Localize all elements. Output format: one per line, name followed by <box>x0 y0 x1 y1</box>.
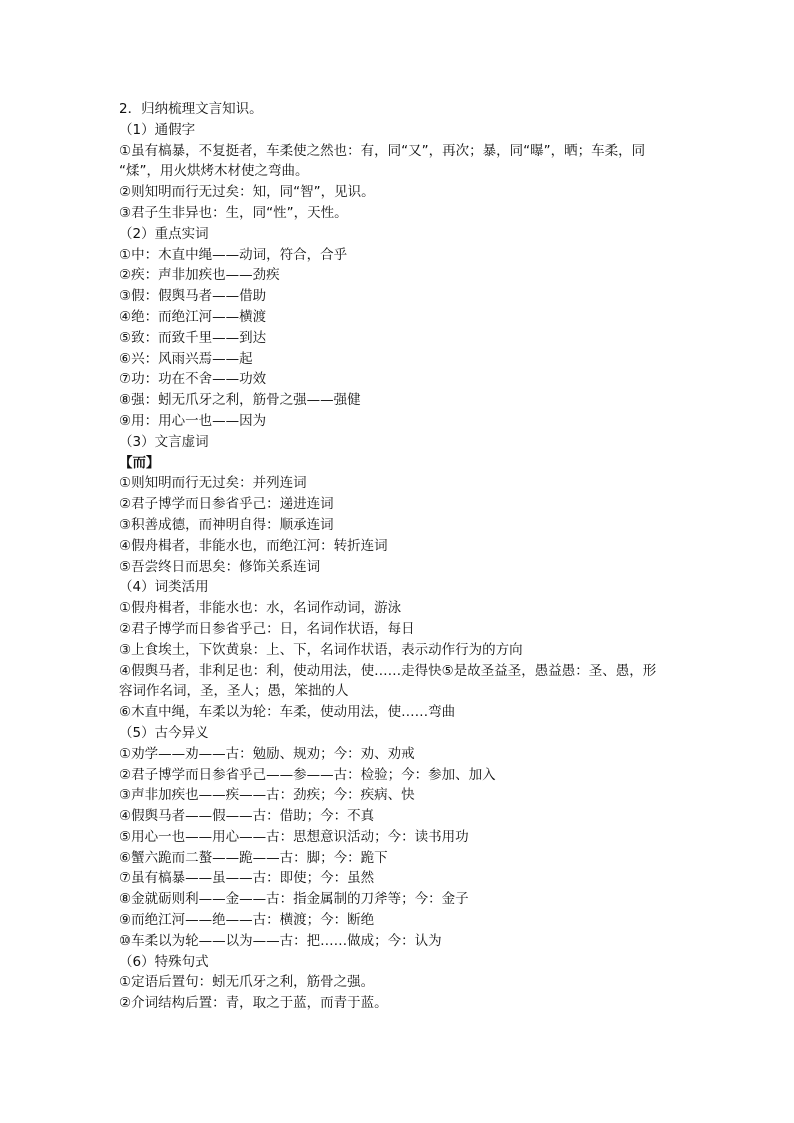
text-line: ③上食埃土，下饮黄泉：上、下，名词作状语，表示动作行为的方向 <box>119 641 523 658</box>
text-line: ⑧强：蚓无爪牙之利，筋骨之强——强健 <box>119 392 361 409</box>
text-line: ②则知明而行无过矣：知，同“智”，见识。 <box>119 184 375 201</box>
text-line: ③君子生非异也：生，同“性”，天性。 <box>119 204 348 221</box>
text-line: 容词作名词，圣，圣人；愚，笨拙的人 <box>119 683 349 700</box>
text-line: ④假舆马者，非利足也：利，使动用法，使……走得快⑤是故圣益圣，愚益愚：圣、愚，形 <box>119 662 657 679</box>
text-line: ⑥木直中绳，车柔以为轮：车柔，使动用法，使……弯曲 <box>119 704 456 721</box>
text-line: ④假舆马者——假——古：借助；今：不真 <box>119 808 375 825</box>
text-line: ②君子博学而日参省乎己——参——古：检验；今：参加、加入 <box>119 766 496 783</box>
text-line: “煣”，用火烘烤木材使之弯曲。 <box>119 163 309 180</box>
subsection-heading-tongjiazi: （1）通假字 <box>119 121 196 138</box>
text-line: ⑩车柔以为轮——以为——古：把……做成；今：认为 <box>119 932 442 949</box>
text-line: ⑧金就砺则利——金——古：指金属制的刀斧等；今：金子 <box>119 891 469 908</box>
subsection-heading-xuci: （3）文言虚词 <box>119 433 209 450</box>
text-line: ④假舟楫者，非能水也，而绝江河：转折连词 <box>119 537 388 554</box>
text-line: ⑨用：用心一也——因为 <box>119 412 267 429</box>
subsection-heading-shici: （2）重点实词 <box>119 225 209 242</box>
text-line: ⑦虽有槁暴——虽——古：即使；今：虽然 <box>119 870 375 887</box>
text-line: ③积善成德，而神明自得：顺承连词 <box>119 516 334 533</box>
text-line: ①假舟楫者，非能水也：水，名词作动词，游泳 <box>119 600 402 617</box>
subsection-heading-gujin: （5）古今异义 <box>119 724 209 741</box>
text-line: ④绝：而绝江河——横渡 <box>119 308 267 325</box>
text-line: ⑤用心一也——用心——古：思想意识活动；今：读书用功 <box>119 828 469 845</box>
text-line: ⑨而绝江河——绝——古：横渡；今：断绝 <box>119 912 375 929</box>
text-line: ①虽有槁暴，不复挺者，车柔使之然也：有，同“又”，再次；暴，同“曝”，晒；车柔，同 <box>119 142 646 159</box>
text-line: ②介词结构后置：青，取之于蓝，而青于蓝。 <box>119 995 388 1012</box>
text-line: ⑤致：而致千里——到达 <box>119 329 267 346</box>
text-line: ③声非加疾也——疾——古：劲疾；今：疾病、快 <box>119 787 415 804</box>
text-line: ②君子博学而日参省乎己：日，名词作状语，每日 <box>119 620 415 637</box>
text-line: ⑦功：功在不舍——功效 <box>119 371 267 388</box>
subsection-heading-cilei: （4）词类活用 <box>119 579 209 596</box>
text-line: ⑥蟹六跪而二螯——跪——古：脚；今：跪下 <box>119 849 388 866</box>
section-heading: 2．归纳梳理文言知识。 <box>119 101 263 117</box>
text-line: ①则知明而行无过矣：并列连词 <box>119 475 307 492</box>
text-line: ⑤吾尝终日而思矣：修饰关系连词 <box>119 558 321 575</box>
subsection-heading-teshu: （6）特殊句式 <box>119 953 209 970</box>
text-line: ③假：假舆马者——借助 <box>119 288 267 305</box>
text-line: ①劝学——劝——古：勉励、规劝；今：劝、劝戒 <box>119 745 415 762</box>
text-line: ①中：木直中绳——动词，符合，合乎 <box>119 246 348 263</box>
document-body <box>119 99 679 1014</box>
text-line: ②疾：声非加疾也——劲疾 <box>119 267 280 284</box>
text-line: ①定语后置句：蚓无爪牙之利，筋骨之强。 <box>119 974 375 991</box>
bracket-heading-er: 【而】 <box>119 454 160 471</box>
text-line: ②君子博学而日参省乎己：递进连词 <box>119 496 334 513</box>
text-line: ⑥兴：风雨兴焉——起 <box>119 350 253 367</box>
